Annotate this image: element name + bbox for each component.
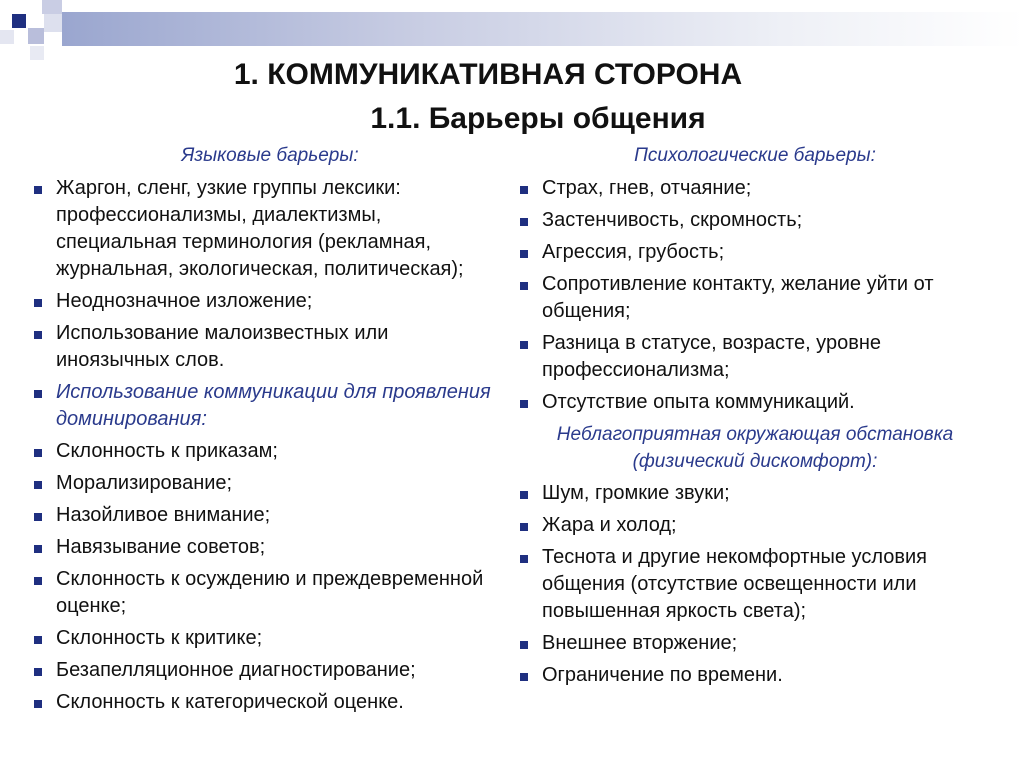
square-bullet-icon	[520, 250, 528, 258]
list-item-text: Агрессия, грубость;	[542, 241, 725, 263]
square-bullet-icon	[520, 341, 528, 349]
list-item	[34, 320, 494, 374]
list-item-text: Склонность к приказам;	[56, 440, 278, 462]
decorative-square	[28, 28, 44, 44]
square-bullet-icon	[34, 331, 42, 339]
list-item-text: Застенчивость, скромность;	[542, 209, 803, 231]
right-column-heading: Психологические барьеры:	[634, 145, 876, 166]
header-gradient-band	[62, 12, 1024, 46]
list-item	[520, 512, 1000, 539]
list-item	[34, 438, 494, 465]
list-item	[34, 502, 494, 529]
square-bullet-icon	[34, 186, 42, 194]
list-item	[34, 657, 494, 684]
list-item	[520, 480, 1000, 507]
list-item	[34, 689, 494, 716]
square-bullet-icon	[520, 400, 528, 408]
list-item-text: Неоднозначное изложение;	[56, 290, 313, 312]
list-item-text: Жаргон, сленг, узкие группы лексики: профессионализмы, диалектизмы, специальная терминология (рекламная, журнальная, экологическая, политическая);	[56, 177, 464, 280]
square-bullet-icon	[520, 523, 528, 531]
decorative-square	[42, 0, 62, 14]
list-item	[520, 389, 1000, 416]
square-bullet-icon	[34, 299, 42, 307]
list-item	[520, 662, 1000, 689]
list-item-text: Склонность к категорической оценке.	[56, 691, 404, 713]
square-bullet-icon	[520, 282, 528, 290]
list-item-text: Жара и холод;	[542, 514, 677, 536]
list-item-text: Назойливое внимание;	[56, 504, 271, 526]
square-bullet-icon	[34, 545, 42, 553]
list-item-text: Отсутствие опыта коммуникаций.	[542, 391, 855, 413]
square-bullet-icon	[520, 491, 528, 499]
list-item	[34, 470, 494, 497]
left-column-heading: Языковые барьеры:	[181, 145, 359, 166]
slide-subtitle: 1.1. Барьеры общения	[370, 102, 706, 135]
square-bullet-icon	[520, 555, 528, 563]
list-item-text: Сопротивление контакту, желание уйти от общения;	[542, 273, 934, 322]
list-item-text: Морализирование;	[56, 472, 233, 494]
list-item	[520, 207, 1000, 234]
list-item-text: Теснота и другие некомфортные условия общения (отсутствие освещенности или повышенная яркость света);	[542, 546, 927, 622]
list-item-text: Использование коммуникации для проявления доминирования:	[56, 381, 491, 430]
list-item-emphasis	[34, 379, 494, 433]
list-item-text: Склонность к осуждению и преждевременной оценке;	[56, 568, 484, 617]
square-bullet-icon	[34, 636, 42, 644]
list-item	[520, 630, 1000, 657]
list-item-text: Навязывание советов;	[56, 536, 266, 558]
list-item-text: Разница в статусе, возрасте, уровне профессионализма;	[542, 332, 881, 381]
environment-subheading: Неблагоприятная окружающая обстановка (физический дискомфорт):	[556, 424, 954, 472]
list-item	[34, 534, 494, 561]
right-column	[520, 175, 1000, 694]
slide-title: 1. КОММУНИКАТИВНАЯ СТОРОНА	[233, 58, 743, 91]
list-item	[34, 566, 494, 620]
list-item	[520, 544, 1000, 625]
square-bullet-icon	[34, 668, 42, 676]
square-bullet-icon	[34, 481, 42, 489]
square-bullet-icon	[34, 390, 42, 398]
square-bullet-icon	[34, 700, 42, 708]
decorative-square	[0, 30, 14, 44]
list-item	[34, 288, 494, 315]
list-item	[520, 330, 1000, 384]
environment-barrier-list	[520, 480, 1000, 689]
list-item	[520, 175, 1000, 202]
square-bullet-icon	[34, 577, 42, 585]
list-item-text: Страх, гнев, отчаяние;	[542, 177, 752, 199]
list-item	[34, 175, 494, 283]
list-item-text: Шум, громкие звуки;	[542, 482, 730, 504]
list-item-text: Ограничение по времени.	[542, 664, 783, 686]
square-bullet-icon	[520, 641, 528, 649]
square-bullet-icon	[34, 449, 42, 457]
list-item-text: Использование малоизвестных или иноязычных слов.	[56, 322, 389, 371]
list-item-text: Склонность к критике;	[56, 627, 263, 649]
square-bullet-icon	[520, 673, 528, 681]
square-bullet-icon	[520, 186, 528, 194]
left-barrier-list	[34, 175, 494, 721]
list-item-text: Безапелляционное диагностирование;	[56, 659, 416, 681]
decorative-square	[12, 14, 26, 28]
decorative-square	[44, 14, 62, 32]
list-item-text: Внешнее вторжение;	[542, 632, 738, 654]
list-item	[520, 239, 1000, 266]
list-item	[34, 625, 494, 652]
psychological-barrier-list	[520, 175, 1000, 416]
square-bullet-icon	[520, 218, 528, 226]
list-item	[520, 271, 1000, 325]
square-bullet-icon	[34, 513, 42, 521]
